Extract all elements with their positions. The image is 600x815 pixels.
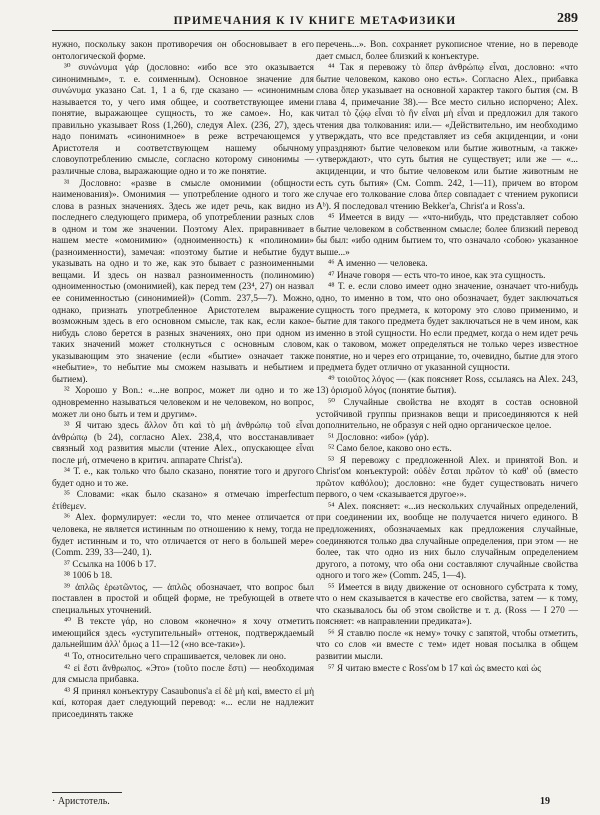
note-42: ⁴² εἰ ἔστι ἄνθρωπος. «Это» (τοῦτο после ἔστι) — необходимая для смысла прибавка. <box>52 663 314 686</box>
note-45: ⁴⁵ Имеется в виду — «что-нибудь, что представляет собою бытие человеком в собственном смысле; более близкий перевод бы был: «ибо одним бытием то, что означало ‹собою› указанное выше...» <box>316 213 578 258</box>
note-54: ⁵⁴ Alex. поясняет: «...из нескольких случайных определений, при соединении их, вообще не получается ничего единого. В предложениях, обозначаемых как предложения случайные, соединяются только два случайные определения, при этом — не более, так что одно из них было случайным определением другого, а потому, что оба они составляют случайные свойства одного и того же» (Comm. 245, 1—4). <box>316 501 578 582</box>
note-52: ⁵² Само белое, каково оно есть. <box>328 444 452 455</box>
note-47: ⁴⁷ Иначе говоря — есть что-то иное, как эта сущность. <box>328 270 546 281</box>
note-57: ⁵⁷ Я читаю вместе с Ross'ом b 17 καὶ ὡς вместо καὶ ὡς <box>328 663 541 674</box>
note-53: ⁵³ Я перевожу с предложенной Alex. и принятой Bon. и Christ'ом конъектурой: οὐδὲν ἔσται πρῶτον τὸ καθ' οὗ (вместо πρῶτον καθόλου); дословно: «не будет существовать ничего первого, о чем ‹сказывается другое›». <box>316 455 578 501</box>
paragraph: перечень...». Bon. сохраняет рукописное чтение, но в переводе дает смысл, более близкий к конъектуре. <box>316 40 578 62</box>
running-head: ПРИМЕЧАНИЯ К IV КНИГЕ МЕТАФИЗИКИ <box>173 15 457 27</box>
note-35: ³⁵ Словами: «как было сказано» я отмечаю imperfectum ἐτίθεμεν. <box>52 490 314 512</box>
page-number: 289 <box>557 11 578 26</box>
note-48: ⁴⁸ Т. е. если слово имеет одно значение, означает что-нибудь одно, то именно в том, что оно обозначает, будет заключаться сущность того предмета, к которому это слово применимо, и бытие для такого предмета будет заключаться не в чем ином, как именно в этой сущности. Но если предмет, когда о нем идет речь как о таковом, может определяться не только через известное понятие, но и через его отрицание, то, очевидно, бытие для этого предмета будет отлично от указанной сущности. <box>316 282 578 374</box>
note-38: ³⁸ 1006 b 18. <box>64 571 113 582</box>
note-44: ⁴⁴ Так я перевожу τὸ ὅπερ ἀνθρώπῳ εἶναι, дословно: «что бытие человеком, каково оно есть». Согласно Alex., прибавка слова ὅπερ указывает на основной характер такого бытия (см. В глава 4, примечание 38).— Все место сильно испорчено; Alex. читал τὸ ζῴῳ εἶναι τὸ ἢν εἶναι μὴ εἶναι и предложил для такого чтения два толкования: или.— «Действительно, им необходимо утверждать, что все представляет из себя акциденции, и ‹они упраздняют› бытие человеком или бытие животным, ‹а также› ‹утверждают›, что суть бытия не существует; или же — «... акциденции, и что бытие человеком или бытие животным не есть суть бытия» (См. Comm. 242, 1—11), причем во втором случае его толкование слова ὅπερ совпадает с чтением рукописи A͏ᵇ). Я последовал чтению Bekker'a, Christ'a и Ross'a. <box>316 63 578 212</box>
footer-rule <box>52 792 122 793</box>
right-column <box>316 40 578 675</box>
note-30: ³⁰ συνώνυμα γάρ (дословно: «ибо все это оказывается синонимным», т. е. соименным). Основное значение для συνώνυμα указано Cat. 1, 1 a 6, где сказано — «синонимным называется то, у чего имя общее, и соответствующее имени понятие, выражающее сущность, то же самое». Но, как правильно указывает Ross (1,260), следуя Alex. (236, 27), здесь надо понимать «синонимное» в реже встречающемся у Аристотеля и соответствующем нашему обычному словоупотреблению смысле, согласно которому синонимы — различные слова, выражающие одно и то же понятие. <box>52 63 314 178</box>
note-50: ⁵⁰ Случайные свойства не входят в состав основной устойчивой группы признаков вещи и присоединяются к ней дополнительно, не образуя с ней одно органическое целое. <box>316 397 578 432</box>
note-49: ⁴⁹ τοιοῦτος λόγος — (как поясняет Ross, ссылаясь на Alex. 243, 13) ὁρισμοῦ λόγος (понятие бытия). <box>316 374 578 397</box>
page-header <box>52 8 578 31</box>
note-46: ⁴⁶ А именно — человека. <box>328 259 428 270</box>
note-43: ⁴³ Я принял конъектуру Casaubonus'a εἰ δὲ μὴ καὶ, вместо εἰ μὴ καί, которая дает следующий перевод: «... если не надлежит присоединять также <box>52 686 314 720</box>
signature-mark: · Аристотель. <box>52 796 110 807</box>
note-33: ³³ Я читаю здесь ἄλλον ὅτι καὶ τὸ μὴ ἀνθρώπῳ τοῦ εἶναι ἀνθρώπῳ (b 24), согласно Alex. 238,4, что восстанавливает связный ход развития мысли (чтение Alex., опускающее εἶναι после μή, отмечено в критич. аппарате Christ'a). <box>52 421 314 466</box>
left-column <box>52 40 314 721</box>
note-32: ³² Хорошо у Bon.: «...не вопрос, может ли одно и то же одновременно называться человеком и не человеком, но вопрос, может ли оно быть и тем и другим». <box>52 386 314 420</box>
note-40: ⁴⁰ В тексте γάρ, но словом «конечно» я хочу отметить имеющийся здесь «уступительный» оттенок, подтверждаемый дальнейшим ἀλλ' ὅμως a 11—12 («но все-таки»). <box>52 617 314 651</box>
paragraph: нужно, поскольку закон противоречия он обосновывает в его онтологической форме. <box>52 40 314 62</box>
note-41: ⁴¹ То, относительно чего спрашивается, человек ли оно. <box>64 651 287 662</box>
note-39: ³⁹ ἀπλῶς ἐρωτῶντος, — ἀπλῶς обозначает, что вопрос был поставлен в простой и общей форме, не требующей в ответе специальных уточнений. <box>52 582 314 616</box>
note-36: ³⁶ Alex. формулирует: «если то, что менее отличается от человека, не является истинным по отношению к нему, тогда не будет истинным и то, что отличается от него в большей мере» (Comm. 239, 33—240, 1). <box>52 513 314 559</box>
note-34: ³⁴ Т. е., как только что было сказано, понятие того и другого будет одно и то же. <box>52 467 314 489</box>
signature-number: 19 <box>540 796 550 807</box>
note-37: ³⁷ Ссылка на 1006 b 17. <box>64 559 157 570</box>
note-51: ⁵¹ Дословно: «ибо» (γάρ). <box>328 432 429 443</box>
note-31: ³¹ Дословно: «разве в смысле омонимии (общности наименования)». Омонимия — употребление одного и того же слова в разных значениях. Здесь же идет речь, как видно из последнего следующего примера, об употреблении разных слов в одном и том же значении. Поэтому Alex. приравнивает в нашем месте «омонимию» (одноименность) к «полиномии» (разноименности), замечая: «поэтому бытие и небытие будут указывать на одно и то же, как это бывает с разноименными вещами. И здесь он назвал разноименность (полиномию) одноименностью (омонимией), как перед тем (23⁴, 27) он назвал ее сонименностью (синонимией)» (Comm. 237,5—7). Можно, однако, признать употребленное Аристотелем выражение возможным здесь в его основном смысле, так как, если какое-нибудь слово берется в разных значениях, оно при одном из таких значений может столкнуться с основным словом, указывающим это значение (если «бытие» означает также «небытие», то небытие мы сможем называть и небытием и бытием). <box>52 178 314 385</box>
note-55: ⁵⁵ Имеется в виду движение от основного субстрата к тому, что о нем сказывается в качестве его свойства, затем — к тому, что сказывалось бы об этом свойстве и т. д. (Ross — I 270 — поясняет: «в направлении предиката»). <box>316 582 578 628</box>
note-56: ⁵⁶ Я ставлю после «к нему» точку с запятой, чтобы отметить, что со слов «и вместе с тем» идет новая посылка в общем развитии мысли. <box>316 628 578 662</box>
